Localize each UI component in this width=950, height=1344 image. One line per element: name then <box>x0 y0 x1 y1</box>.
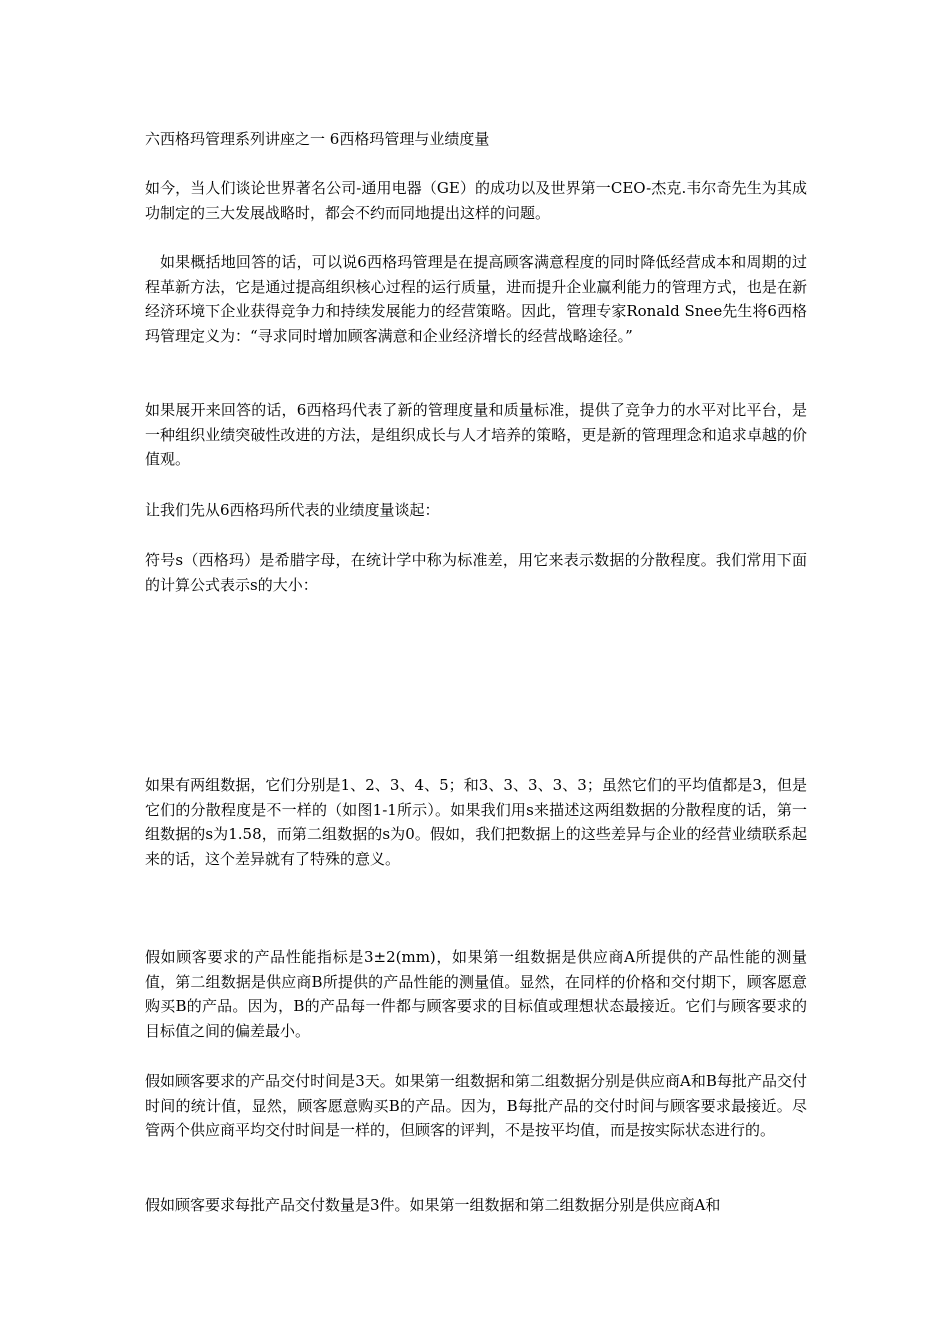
document-title: 六西格玛管理系列讲座之一 6西格玛管理与业绩度量 <box>145 130 490 148</box>
paragraph-two-data-sets: 如果有两组数据，它们分别是1、2、3、4、5；和3、3、3、3、3；虽然它们的平均值都是3，但是它们的分散程度是不一样的（如图1-1所示）。如果我们用s来描述这两组数据的分散程度的话，第一组数据的s为1.58，而第二组数据的s为0。假如，我们把数据上的这些差异与企业的经营业绩联系起来的话，这个差异就有了特殊的意义。 <box>145 776 807 868</box>
paragraph-expanded-answer: 如果展开来回答的话，6西格玛代表了新的管理度量和质量标准，提供了竞争力的水平对比平台，是一种组织业绩突破性改进的方法，是组织成长与人才培养的策略，更是新的管理理念和追求卓越的价值观。 <box>145 401 807 468</box>
paragraph-delivery-time-example: 假如顾客要求的产品交付时间是3天。如果第一组数据和第二组数据分别是供应商A和B每批产品交付时间的统计值，显然，顾客愿意购买B的产品。因为，B每批产品的交付时间与顾客要求最接近。尽管两个供应商平均交付时间是一样的，但顾客的评判，不是按平均值，而是按实际状态进行的。 <box>145 1072 807 1139</box>
formula-placeholder <box>145 606 807 766</box>
paragraph-delivery-quantity-example: 假如顾客要求每批产品交付数量是3件。如果第一组数据和第二组数据分别是供应商A和 <box>145 1196 721 1214</box>
paragraph-summary-answer: 如果概括地回答的话，可以说6西格玛管理是在提高顾客满意程度的同时降低经营成本和周期的过程革新方法，它是通过提高组织核心过程的运行质量，进而提升企业赢利能力的管理方式，也是在新经济环境下企业获得竞争力和持续发展能力的经营策略。因此，管理专家Ronald Snee先生将6西格玛管理定义为：“寻求同时增加顾客满意和企业经济增长的经营战略途径。” <box>145 253 807 345</box>
figure-placeholder <box>145 870 807 940</box>
paragraph-measure-intro: 让我们先从6西格玛所代表的业绩度量谈起： <box>145 501 440 519</box>
paragraph-sigma-definition: 符号s（西格玛）是希腊字母，在统计学中称为标准差，用它来表示数据的分散程度。我们常用下面的计算公式表示s的大小： <box>145 551 807 594</box>
paragraph-intro: 如今，当人们谈论世界著名公司-通用电器（GE）的成功以及世界第一CEO-杰克.韦尔奇先生为其成功制定的三大发展战略时，都会不约而同地提出这样的问题。 <box>145 179 807 222</box>
paragraph-performance-example: 假如顾客要求的产品性能指标是3±2(mm)，如果第一组数据是供应商A所提供的产品性能的测量值，第二组数据是供应商B所提供的产品性能的测量值。显然，在同样的价格和交付期下，顾客愿意购买B的产品。因为，B的产品每一件都与顾客要求的目标值或理想状态最接近。它们与顾客要求的目标值之间的偏差最小。 <box>145 948 807 1040</box>
